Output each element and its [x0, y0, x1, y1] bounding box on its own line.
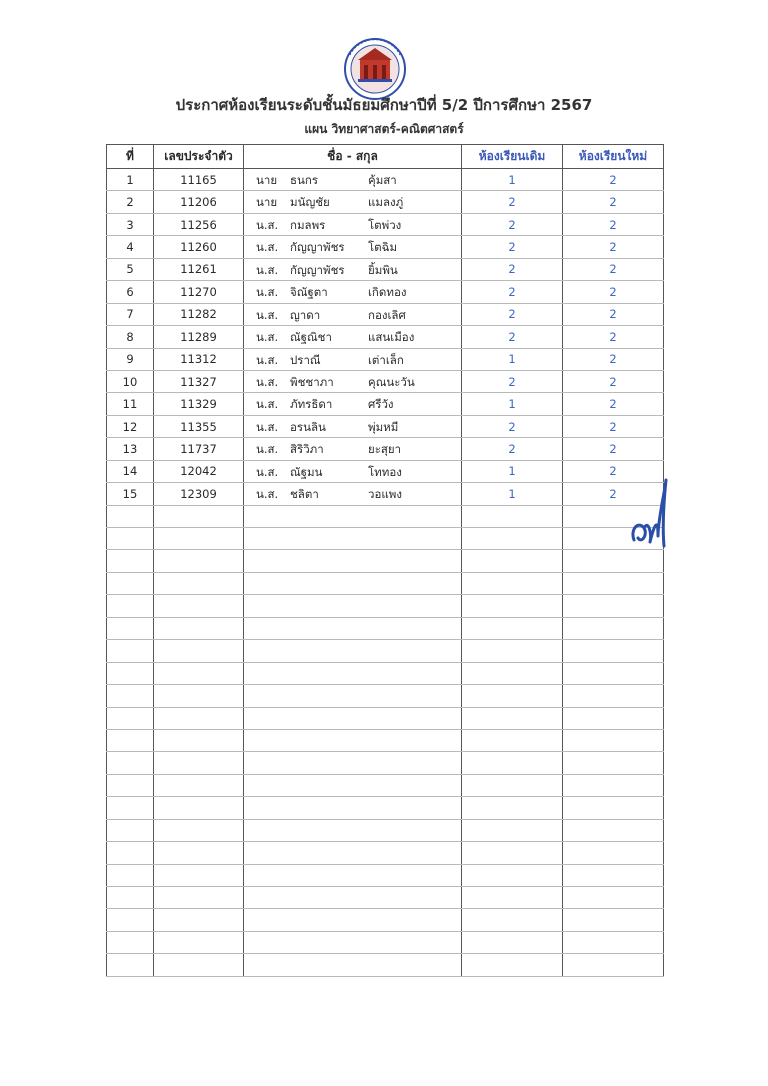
new-room: 2	[563, 213, 664, 235]
student-name	[244, 348, 462, 370]
empty-cell	[154, 729, 244, 751]
empty-table-row	[107, 685, 664, 707]
empty-cell	[107, 842, 154, 864]
new-room: 2	[563, 415, 664, 437]
empty-cell	[462, 887, 563, 909]
empty-cell	[563, 954, 664, 976]
empty-table-row	[107, 819, 664, 841]
student-id: 11282	[154, 303, 244, 325]
empty-cell	[462, 842, 563, 864]
table-row	[107, 303, 664, 325]
first-name: ธนกร	[290, 173, 319, 187]
table-row	[107, 438, 664, 460]
empty-cell	[462, 729, 563, 751]
student-name	[244, 191, 462, 213]
name-prefix: น.ส.	[256, 419, 279, 434]
empty-table-row	[107, 887, 664, 909]
empty-cell	[107, 505, 154, 527]
empty-cell	[154, 842, 244, 864]
empty-cell	[244, 842, 462, 864]
empty-cell	[107, 595, 154, 617]
empty-cell	[154, 640, 244, 662]
empty-table-row	[107, 640, 664, 662]
student-name	[244, 236, 462, 258]
last-name: เต่าเล็ก	[368, 352, 404, 367]
student-id: 11270	[154, 281, 244, 303]
empty-cell	[462, 528, 563, 550]
empty-table-row	[107, 909, 664, 931]
empty-table-row	[107, 729, 664, 751]
empty-cell	[107, 797, 154, 819]
new-room: 2	[563, 191, 664, 213]
last-name: ยะสุยา	[368, 442, 402, 457]
empty-table-row	[107, 617, 664, 639]
row-number: 6	[107, 281, 154, 303]
name-prefix: นาย	[256, 173, 278, 187]
table-row	[107, 169, 664, 191]
empty-cell	[107, 572, 154, 594]
old-room: 1	[462, 483, 563, 505]
old-room: 2	[462, 415, 563, 437]
new-room: 2	[563, 370, 664, 392]
empty-cell	[563, 797, 664, 819]
empty-cell	[107, 528, 154, 550]
empty-cell	[154, 864, 244, 886]
student-name	[244, 281, 462, 303]
empty-cell	[462, 909, 563, 931]
empty-table-row	[107, 595, 664, 617]
empty-cell	[462, 774, 563, 796]
empty-cell	[154, 954, 244, 976]
empty-cell	[107, 819, 154, 841]
student-name	[244, 169, 462, 191]
empty-cell	[244, 909, 462, 931]
last-name: วอแพง	[368, 487, 402, 502]
old-room: 2	[462, 370, 563, 392]
empty-cell	[154, 909, 244, 931]
empty-cell	[107, 617, 154, 639]
row-number: 7	[107, 303, 154, 325]
last-name: แมลงภู่	[368, 195, 404, 210]
name-prefix: น.ส.	[256, 487, 279, 502]
new-room: 2	[563, 393, 664, 415]
table-header-row	[107, 145, 664, 169]
empty-cell	[107, 685, 154, 707]
name-prefix: น.ส.	[256, 217, 279, 232]
first-name: ณัฐมน	[290, 464, 323, 479]
student-id: 11737	[154, 438, 244, 460]
empty-table-row	[107, 550, 664, 572]
new-room: 2	[563, 281, 664, 303]
empty-cell	[154, 685, 244, 707]
name-prefix: น.ส.	[256, 285, 279, 300]
empty-cell	[244, 774, 462, 796]
empty-cell	[462, 685, 563, 707]
name-prefix: น.ส.	[256, 352, 279, 367]
old-room: 2	[462, 326, 563, 348]
first-name: อรนลิน	[290, 419, 326, 434]
empty-cell	[244, 707, 462, 729]
old-room: 1	[462, 393, 563, 415]
empty-cell	[154, 528, 244, 550]
student-name	[244, 258, 462, 280]
old-room: 1	[462, 348, 563, 370]
table-row	[107, 460, 664, 482]
empty-cell	[107, 752, 154, 774]
last-name: คุณนะวัน	[368, 374, 415, 389]
student-name	[244, 483, 462, 505]
last-name: กองเลิศ	[368, 307, 406, 322]
empty-cell	[154, 662, 244, 684]
first-name: สิริวิภา	[290, 442, 324, 457]
table-row	[107, 258, 664, 280]
empty-cell	[154, 505, 244, 527]
empty-cell	[244, 819, 462, 841]
empty-cell	[107, 887, 154, 909]
name-prefix: น.ส.	[256, 307, 279, 322]
empty-cell	[107, 707, 154, 729]
empty-cell	[107, 729, 154, 751]
empty-table-row	[107, 931, 664, 953]
first-name: ภัทรธิดา	[290, 397, 333, 412]
empty-cell	[154, 819, 244, 841]
empty-cell	[244, 662, 462, 684]
empty-cell	[462, 819, 563, 841]
empty-cell	[244, 864, 462, 886]
last-name: ยิ้มพิน	[368, 262, 398, 277]
name-prefix: น.ส.	[256, 330, 279, 345]
old-room: 2	[462, 281, 563, 303]
row-number: 10	[107, 370, 154, 392]
empty-cell	[563, 774, 664, 796]
student-name	[244, 460, 462, 482]
first-name: มนัญชัย	[290, 195, 330, 210]
empty-cell	[563, 729, 664, 751]
empty-cell	[563, 752, 664, 774]
empty-cell	[563, 685, 664, 707]
student-id: 11327	[154, 370, 244, 392]
empty-cell	[244, 954, 462, 976]
empty-cell	[563, 550, 664, 572]
empty-cell	[244, 752, 462, 774]
new-room: 2	[563, 326, 664, 348]
student-name	[244, 326, 462, 348]
table-row	[107, 370, 664, 392]
first-name: กัญญาพัชร	[290, 240, 345, 255]
new-room: 2	[563, 303, 664, 325]
empty-cell	[107, 550, 154, 572]
table-row	[107, 326, 664, 348]
empty-cell	[462, 954, 563, 976]
student-id: 11355	[154, 415, 244, 437]
empty-cell	[244, 797, 462, 819]
last-name: เกิดทอง	[368, 285, 407, 300]
name-prefix: นาย	[256, 195, 278, 210]
row-number: 4	[107, 236, 154, 258]
name-prefix: น.ส.	[256, 397, 279, 412]
student-id: 11206	[154, 191, 244, 213]
student-id: 12309	[154, 483, 244, 505]
empty-cell	[462, 707, 563, 729]
row-number: 1	[107, 169, 154, 191]
empty-cell	[462, 662, 563, 684]
student-name	[244, 393, 462, 415]
empty-table-row	[107, 707, 664, 729]
old-room: 1	[462, 169, 563, 191]
row-number: 8	[107, 326, 154, 348]
empty-cell	[563, 909, 664, 931]
empty-cell	[563, 617, 664, 639]
student-id: 11312	[154, 348, 244, 370]
col-header-name: ชื่อ - สกุล	[244, 145, 462, 169]
student-name	[244, 415, 462, 437]
old-room: 2	[462, 258, 563, 280]
empty-cell	[107, 931, 154, 953]
name-prefix: น.ส.	[256, 464, 279, 479]
empty-cell	[462, 752, 563, 774]
empty-cell	[154, 797, 244, 819]
row-number: 15	[107, 483, 154, 505]
row-number: 3	[107, 213, 154, 235]
table-row	[107, 348, 664, 370]
empty-cell	[244, 550, 462, 572]
col-header-no: ที่	[107, 145, 154, 169]
student-id: 11256	[154, 213, 244, 235]
old-room: 2	[462, 191, 563, 213]
empty-cell	[462, 550, 563, 572]
student-name	[244, 213, 462, 235]
empty-cell	[563, 640, 664, 662]
student-room-table	[106, 144, 664, 977]
empty-table-row	[107, 752, 664, 774]
empty-cell	[244, 528, 462, 550]
first-name: ณัฐณิชา	[290, 330, 332, 345]
first-name: ชลิตา	[290, 487, 319, 502]
empty-cell	[563, 842, 664, 864]
empty-cell	[462, 595, 563, 617]
empty-cell	[107, 954, 154, 976]
empty-cell	[154, 550, 244, 572]
empty-table-row	[107, 842, 664, 864]
handwritten-signature	[628, 476, 674, 552]
last-name: แสนเมือง	[368, 330, 415, 345]
empty-cell	[154, 617, 244, 639]
name-prefix: น.ส.	[256, 240, 279, 255]
empty-cell	[563, 707, 664, 729]
empty-cell	[154, 572, 244, 594]
empty-cell	[244, 931, 462, 953]
empty-table-row	[107, 505, 664, 527]
col-header-new-room: ห้องเรียนใหม่	[563, 145, 664, 169]
empty-table-row	[107, 572, 664, 594]
empty-cell	[244, 595, 462, 617]
name-prefix: น.ส.	[256, 374, 279, 389]
first-name: กมลพร	[290, 217, 326, 232]
empty-table-row	[107, 662, 664, 684]
new-room: 2	[563, 236, 664, 258]
student-id: 11261	[154, 258, 244, 280]
student-name	[244, 438, 462, 460]
name-prefix: น.ส.	[256, 262, 279, 277]
page-subtitle: แผน วิทยาศาสตร์-คณิตศาสตร์	[304, 122, 464, 136]
student-id: 12042	[154, 460, 244, 482]
empty-cell	[462, 797, 563, 819]
col-header-old-room: ห้องเรียนเดิม	[462, 145, 563, 169]
row-number: 11	[107, 393, 154, 415]
empty-cell	[154, 752, 244, 774]
last-name: ศรีวัง	[368, 397, 394, 412]
empty-cell	[563, 572, 664, 594]
empty-cell	[107, 774, 154, 796]
empty-cell	[244, 505, 462, 527]
empty-table-row	[107, 528, 664, 550]
student-name	[244, 303, 462, 325]
col-header-student-id: เลขประจำตัว	[154, 145, 244, 169]
empty-cell	[563, 595, 664, 617]
old-room: 2	[462, 213, 563, 235]
name-prefix: น.ส.	[256, 442, 279, 457]
first-name: ปราณี	[290, 352, 321, 367]
empty-cell	[107, 662, 154, 684]
row-number: 5	[107, 258, 154, 280]
empty-table-row	[107, 954, 664, 976]
empty-cell	[244, 887, 462, 909]
first-name: จิณัฐตา	[290, 285, 328, 300]
empty-cell	[244, 617, 462, 639]
empty-table-row	[107, 864, 664, 886]
empty-cell	[107, 909, 154, 931]
empty-cell	[244, 685, 462, 707]
student-name	[244, 370, 462, 392]
empty-cell	[563, 819, 664, 841]
new-room: 2	[563, 438, 664, 460]
last-name: โตฉิม	[368, 240, 398, 255]
school-seal-logo	[340, 37, 410, 101]
new-room: 2	[563, 483, 664, 505]
empty-table-row	[107, 797, 664, 819]
row-number: 2	[107, 191, 154, 213]
old-room: 2	[462, 236, 563, 258]
empty-cell	[462, 505, 563, 527]
old-room: 2	[462, 303, 563, 325]
table-row	[107, 393, 664, 415]
page-title: ประกาศห้องเรียนระดับชั้นมัธยมศึกษาปีที่ 5/2 ปีการศึกษา 2567	[175, 96, 593, 114]
empty-cell	[462, 864, 563, 886]
student-id: 11329	[154, 393, 244, 415]
last-name: คุ้มสา	[368, 173, 397, 187]
row-number: 9	[107, 348, 154, 370]
empty-cell	[462, 572, 563, 594]
last-name: พุ่มหมี	[368, 419, 399, 434]
last-name: โตพ่วง	[368, 217, 402, 232]
table-row	[107, 191, 664, 213]
new-room: 2	[563, 460, 664, 482]
empty-cell	[563, 887, 664, 909]
empty-cell	[154, 887, 244, 909]
row-number: 13	[107, 438, 154, 460]
empty-cell	[154, 931, 244, 953]
last-name: โททอง	[368, 464, 402, 479]
first-name: ญาดา	[290, 307, 321, 322]
empty-cell	[244, 572, 462, 594]
table-row	[107, 213, 664, 235]
row-number: 14	[107, 460, 154, 482]
empty-cell	[462, 617, 563, 639]
old-room: 1	[462, 460, 563, 482]
empty-cell	[244, 729, 462, 751]
new-room: 2	[563, 258, 664, 280]
empty-cell	[154, 595, 244, 617]
table-row	[107, 483, 664, 505]
empty-cell	[563, 864, 664, 886]
first-name: พิชชาภา	[290, 374, 334, 389]
empty-cell	[107, 640, 154, 662]
row-number: 12	[107, 415, 154, 437]
empty-cell	[154, 774, 244, 796]
table-row	[107, 415, 664, 437]
empty-table-row	[107, 774, 664, 796]
student-id: 11289	[154, 326, 244, 348]
empty-cell	[563, 662, 664, 684]
table-row	[107, 236, 664, 258]
table-row	[107, 281, 664, 303]
empty-cell	[154, 707, 244, 729]
old-room: 2	[462, 438, 563, 460]
empty-cell	[462, 640, 563, 662]
empty-cell	[563, 931, 664, 953]
empty-cell	[462, 931, 563, 953]
empty-cell	[244, 640, 462, 662]
student-id: 11165	[154, 169, 244, 191]
new-room: 2	[563, 169, 664, 191]
new-room: 2	[563, 348, 664, 370]
student-id: 11260	[154, 236, 244, 258]
empty-cell	[107, 864, 154, 886]
first-name: กัญญาพัชร	[290, 262, 345, 277]
